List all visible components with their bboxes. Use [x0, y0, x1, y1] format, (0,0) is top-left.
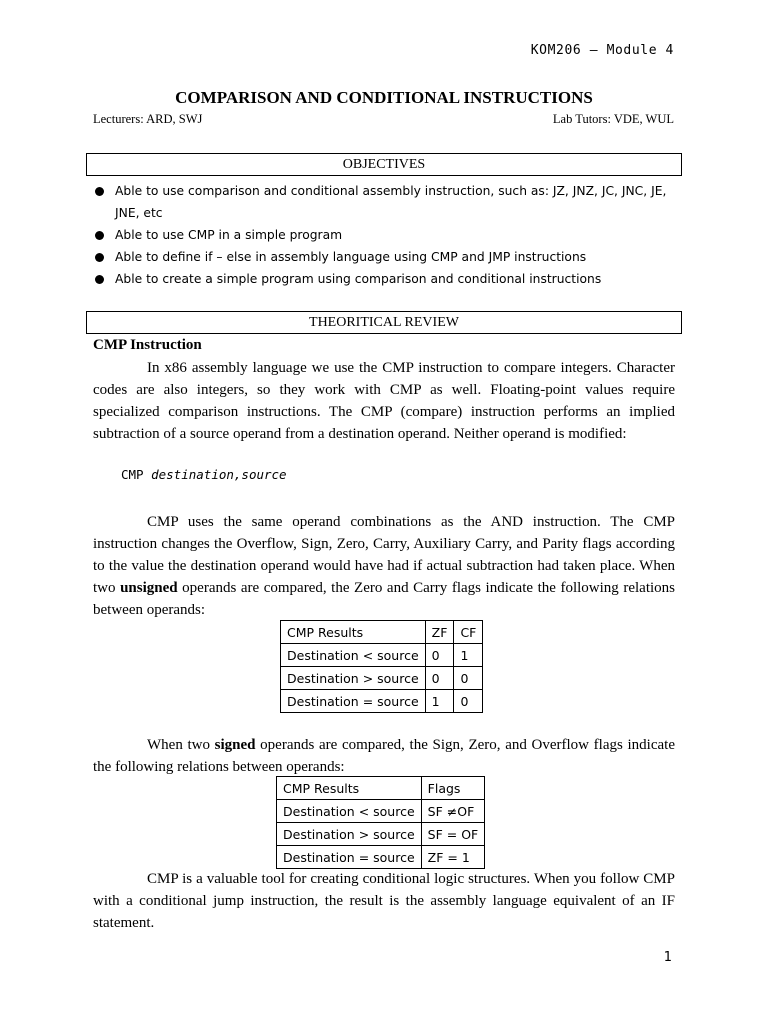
- lecturers-line: Lecturers: ARD, SWJ: [93, 112, 203, 126]
- table-row: [281, 644, 483, 667]
- table-cell: 1: [425, 690, 454, 713]
- table-cell: SF = OF: [421, 823, 485, 846]
- table-row: [281, 667, 483, 690]
- paragraph-cmp-flags: [93, 511, 675, 621]
- unsigned-flags-table: [280, 620, 483, 713]
- theoretical-review-heading: THEORITICAL REVIEW: [86, 311, 682, 334]
- objective-item: [93, 246, 683, 268]
- paragraph-signed: [93, 734, 675, 778]
- lab-tutors-line: Lab Tutors: VDE, WUL: [552, 112, 674, 126]
- objective-text: Able to define if – else in assembly language using CMP and JMP instructions: [115, 250, 587, 264]
- table-row: [277, 846, 485, 869]
- paragraph-text: operands are compared, the Sign, Zero, and Overflow flags indicate the following relations between operands:: [93, 737, 675, 775]
- header-cell: CF: [454, 621, 483, 644]
- paragraph-text: operands are compared, the Zero and Carry flags indicate the following relations between operands:: [93, 580, 676, 618]
- table-cell: Destination > source: [281, 667, 426, 690]
- objectives-list: [93, 180, 683, 290]
- objective-text: Able to use comparison and conditional assembly instruction, such as: JZ, JNZ, JC, JNC, JE, JNE, etc: [115, 184, 667, 220]
- objective-text: Able to create a simple program using comparison and conditional instructions: [115, 272, 602, 286]
- bullet-icon: [95, 275, 104, 284]
- header-cell: CMP Results: [277, 777, 422, 800]
- table-row: [281, 690, 483, 713]
- table-row: [277, 800, 485, 823]
- table-cell: 0: [425, 644, 454, 667]
- bullet-icon: [95, 187, 104, 196]
- objective-text: Able to use CMP in a simple program: [115, 228, 343, 242]
- paragraph-cmp-if: CMP is a valuable tool for creating conditional logic structures. When you follow CMP with a conditional jump instruction, the result is the assembly language equivalent of an IF statement.: [93, 871, 675, 931]
- table-cell: Destination > source: [277, 823, 422, 846]
- paragraph-cmp-intro: In x86 assembly language we use the CMP instruction to compare integers. Character codes are also integers, so they work with CMP as well. Floating-point values require specialized comparison instructions. The CMP (compare) instruction performs an implied subtraction of a source operand from a destination operand. Neither operand is modified:: [93, 360, 675, 442]
- table-cell: Destination < source: [281, 644, 426, 667]
- objective-item: [93, 268, 683, 290]
- cmp-instruction-heading: CMP Instruction: [93, 337, 202, 353]
- table-cell: Destination < source: [277, 800, 422, 823]
- table-cell: 0: [454, 667, 483, 690]
- emphasis-signed: signed: [214, 737, 256, 753]
- bullet-icon: [95, 253, 104, 262]
- header-cell: CMP Results: [281, 621, 426, 644]
- objective-item: [93, 224, 683, 246]
- table-header-row: [281, 621, 483, 644]
- emphasis-unsigned: unsigned: [120, 580, 178, 596]
- table-cell: 1: [454, 644, 483, 667]
- header-cell: ZF: [425, 621, 454, 644]
- table-row: [277, 823, 485, 846]
- table-cell: Destination = source: [277, 846, 422, 869]
- page-number: 1: [663, 950, 672, 965]
- page-header: KOM206 – Module 4: [530, 43, 674, 58]
- header-cell: Flags: [421, 777, 485, 800]
- syntax-operands: destination,source: [151, 467, 287, 482]
- table-cell: SF ≠OF: [421, 800, 485, 823]
- signed-flags-table: [276, 776, 485, 869]
- bullet-icon: [95, 231, 104, 240]
- objectives-heading: OBJECTIVES: [86, 153, 682, 176]
- cmp-syntax: [121, 467, 287, 482]
- document-title: COMPARISON AND CONDITIONAL INSTRUCTIONS: [175, 88, 593, 107]
- paragraph-text: CMP uses the same operand combinations as the AND instruction. The CMP instruction changes the Overflow, Sign, Zero, Carry, Auxiliary Carry, and Parity flags according to the value the destination operand would have had if actual subtraction had taken place. When two: [93, 514, 675, 596]
- table-header-row: [277, 777, 485, 800]
- paragraph-text: When two: [147, 737, 215, 753]
- table-cell: ZF = 1: [421, 846, 485, 869]
- objective-item: [93, 180, 683, 224]
- table-cell: 0: [425, 667, 454, 690]
- syntax-mnemonic: CMP: [121, 467, 144, 482]
- table-cell: Destination = source: [281, 690, 426, 713]
- table-cell: 0: [454, 690, 483, 713]
